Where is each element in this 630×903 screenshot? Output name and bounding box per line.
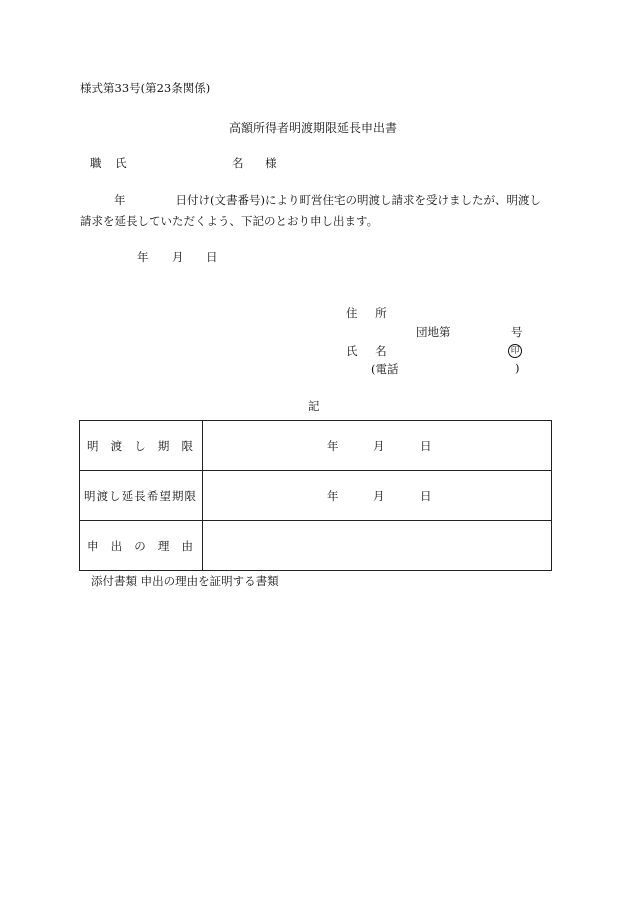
label-char: 由 xyxy=(181,538,193,553)
label-char: し xyxy=(109,488,121,503)
details-table xyxy=(79,420,552,571)
label-char: 渡 xyxy=(96,488,109,503)
ki-heading: 記 xyxy=(308,399,320,413)
attachment-note: 添付書類 申出の理由を証明する書類 xyxy=(91,574,279,588)
deadline-year: 年 xyxy=(327,438,339,453)
seal-wrapper xyxy=(508,342,522,358)
label-char: 明 xyxy=(84,488,96,503)
extension-month: 月 xyxy=(373,488,385,503)
request-paragraph xyxy=(80,190,550,232)
label-char: 望 xyxy=(159,488,171,503)
addressee-position: 職 氏 xyxy=(90,156,127,170)
label-char: 限 xyxy=(181,438,193,453)
label-char: 申 xyxy=(87,538,99,553)
deadline-date-cell xyxy=(203,421,552,471)
extension-day: 日 xyxy=(420,488,432,503)
label-char: 期 xyxy=(157,438,170,453)
label-char: の xyxy=(134,538,146,553)
deadline-month: 月 xyxy=(373,438,385,453)
submission-month: 月 xyxy=(172,250,184,264)
deadline-day: 日 xyxy=(420,438,432,453)
row-label-extension xyxy=(80,471,203,521)
label-char: し xyxy=(134,438,146,453)
label-char: 希 xyxy=(146,488,159,503)
label-char: 理 xyxy=(157,538,170,553)
complex-label: 団地第 xyxy=(416,325,451,339)
seal-mark: 印 xyxy=(508,344,522,358)
table-row xyxy=(80,521,552,571)
label-char: 長 xyxy=(134,488,146,503)
label-char: 明 xyxy=(87,438,99,453)
table-row xyxy=(80,421,552,471)
form-number: 様式第33号(第23条関係) xyxy=(80,81,211,95)
phone-close: ) xyxy=(515,361,520,375)
label-char: 渡 xyxy=(110,438,123,453)
submission-year: 年 xyxy=(137,250,149,264)
body-sentence: 日付け(文書番号)により町営住宅の明渡し請求を受けましたが、明渡し請求を延長していただくよう、下記のとおり申し出ます。 xyxy=(80,193,541,228)
label-char: 出 xyxy=(110,538,123,553)
row-label-deadline xyxy=(80,421,203,471)
number-suffix: 号 xyxy=(511,325,523,339)
reason-cell xyxy=(203,521,552,571)
phone-open: (電話 xyxy=(371,362,399,376)
table-row xyxy=(80,471,552,521)
body-year: 年 xyxy=(114,193,126,207)
extension-year: 年 xyxy=(327,488,339,503)
addressee-name-suffix: 名 様 xyxy=(232,156,277,170)
name-label: 氏 名 xyxy=(346,344,387,358)
label-char: 期 xyxy=(171,488,184,503)
extension-date-cell xyxy=(203,471,552,521)
submission-day: 日 xyxy=(206,250,218,264)
document-title: 高額所得者明渡期限延長申出書 xyxy=(229,121,398,135)
label-char: 延 xyxy=(121,488,134,503)
address-label: 住 所 xyxy=(346,306,387,320)
row-label-reason xyxy=(80,521,203,571)
label-char: 限 xyxy=(184,488,196,503)
